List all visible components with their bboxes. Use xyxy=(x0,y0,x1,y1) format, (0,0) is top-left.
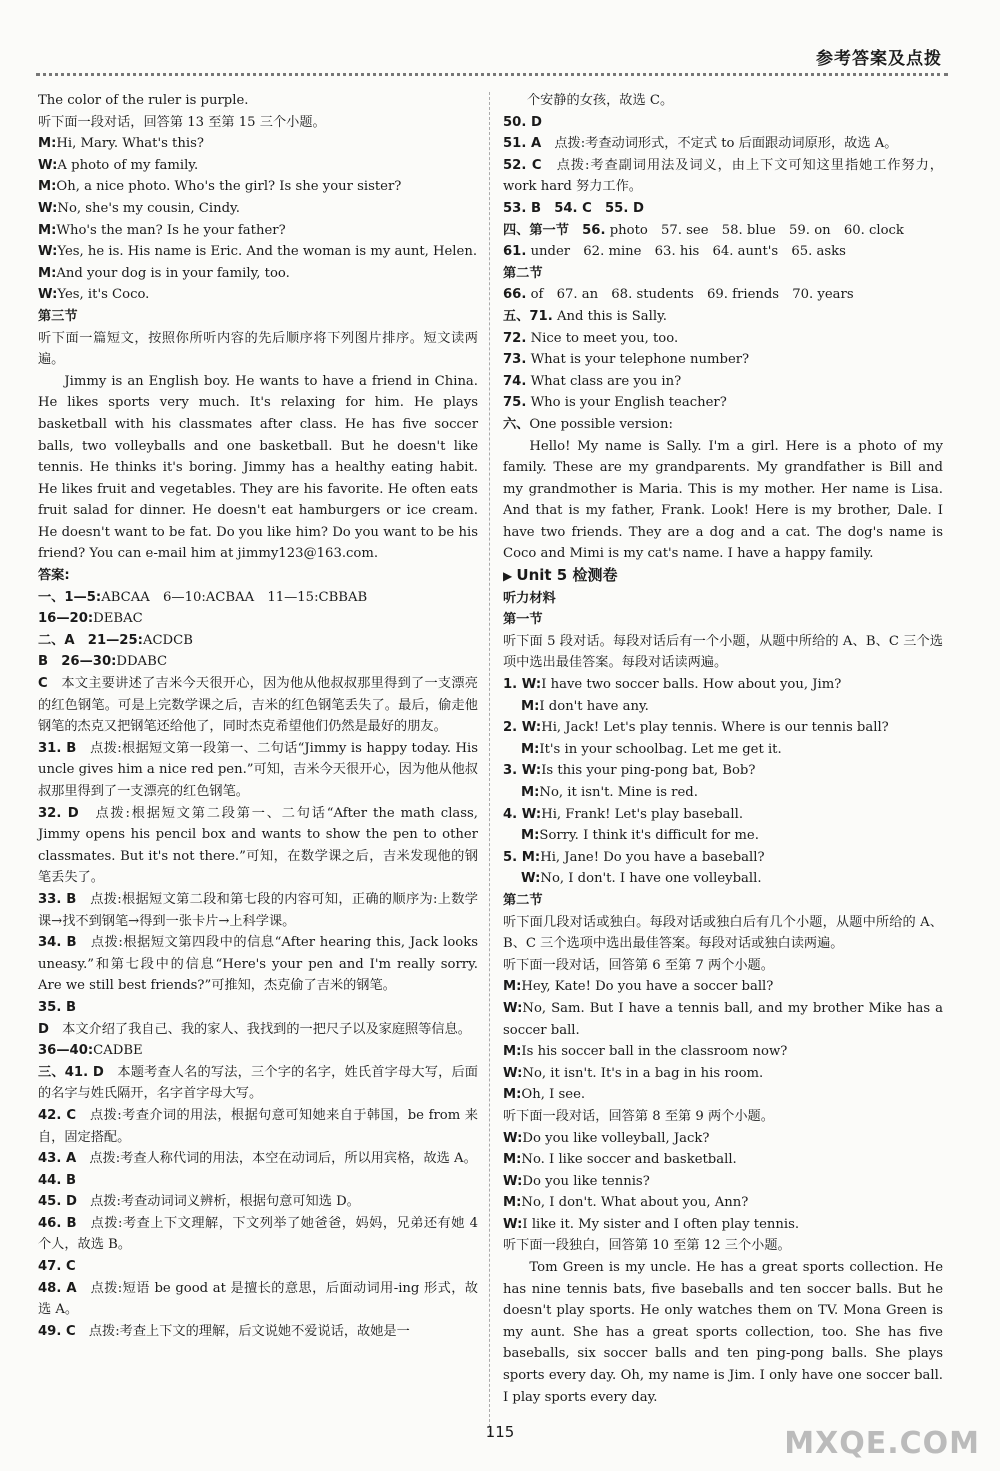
item-label: W: xyxy=(503,1130,523,1146)
text-line xyxy=(503,306,943,328)
text-line xyxy=(503,112,943,134)
item-text: 点拨:考查上下文理解，下文列举了她爸爸，妈妈，兄弟还有她 4 个人，故选 B。 xyxy=(38,1215,478,1253)
item-text: 点拨:考查上下文的理解，后文说她不爱说话，故她是一 xyxy=(75,1323,410,1339)
section-heading: 听力材料 xyxy=(503,590,556,606)
item-label: 5. M: xyxy=(503,849,541,865)
text-line xyxy=(503,241,943,263)
text-line xyxy=(38,1256,478,1278)
item-text: No, it isn't. It's in a bag in his room. xyxy=(522,1065,764,1081)
text-line xyxy=(503,955,943,977)
item-text: Sorry. I think it's difficult for me. xyxy=(539,828,759,844)
right-column xyxy=(503,90,943,1408)
item-text: of 67. an 68. students 69. friends 70. years xyxy=(526,287,854,303)
text-line xyxy=(38,1040,478,1062)
text-line xyxy=(38,587,478,609)
item-label: 2. W: xyxy=(503,720,542,736)
text-line xyxy=(503,825,943,847)
text-line xyxy=(503,696,943,718)
item-text: No. I like soccer and basketball. xyxy=(521,1152,737,1168)
text-line xyxy=(503,1084,943,1106)
speaker-label: M: xyxy=(521,741,540,757)
item-label: M: xyxy=(38,136,57,152)
item-text: Nice to meet you, too. xyxy=(526,330,679,346)
item-label: 3. W: xyxy=(503,763,542,779)
item-text: No, she's my cousin, Cindy. xyxy=(57,200,240,216)
paragraph: Hello! My name is Sally. I'm a girl. Here is a photo of my family. These are my grandparents. My grandfather is Bill and my grandmother is Maria. This is my mother. Her name is Lisa. And that is my father, Frank. Look! Here is my brother, Dale. I have two friends. They are a dog and a cat. The dog's name is Coco and Mimi is my cat's name. I have a happy family. xyxy=(503,438,943,562)
speaker-label: W: xyxy=(521,871,541,887)
item-text: photo 57. see 58. blue 59. on 60. clock xyxy=(605,222,904,238)
text-line xyxy=(38,630,478,652)
speaker-label: M: xyxy=(521,828,540,844)
item-label: 48. A xyxy=(38,1280,77,1296)
section-heading: 第一节 xyxy=(503,612,543,628)
item-text: 点拨:根据短文第二段第一、二句话“After the math class, Jimmy opens his pencil box and wants to show the pen to other classmates. But it's not there.”可知，在数学课之后，吉米发现他的钢笔丢失了。 xyxy=(38,805,478,886)
item-label: 49. C xyxy=(38,1323,76,1339)
text-line xyxy=(38,1105,478,1148)
text-line xyxy=(503,1128,943,1150)
column-divider xyxy=(489,92,490,1437)
item-label: C xyxy=(38,676,48,692)
item-text: Hi, Mary. What's this? xyxy=(56,136,204,152)
item-label: 72. xyxy=(503,330,527,346)
item-text: 点拨:考查动词形式，不定式 to 后面跟动词原形，故选 A。 xyxy=(541,136,898,152)
text-line xyxy=(503,220,943,242)
text-line xyxy=(503,847,943,869)
item-text: 听下面一段对话，回答第 13 至第 15 三个小题。 xyxy=(38,114,326,130)
item-text: I have two soccer balls. How about you, Jim? xyxy=(541,677,842,693)
item-text: One possible version: xyxy=(529,416,673,432)
text-line xyxy=(503,1063,943,1085)
item-label: 32. D xyxy=(38,805,79,821)
text-line xyxy=(503,198,943,220)
text-line xyxy=(503,328,943,350)
text-line xyxy=(38,176,478,198)
item-label: 50. D xyxy=(503,114,542,130)
text-line xyxy=(38,889,478,932)
item-text: Is this your ping-pong bat, Bob? xyxy=(541,763,756,779)
item-label: 五、71. xyxy=(503,308,553,324)
item-label: W: xyxy=(503,1173,523,1189)
item-label: 33. B xyxy=(38,891,77,907)
item-text: What class are you in? xyxy=(526,373,682,389)
item-label: 75. xyxy=(503,395,527,411)
text-line xyxy=(503,717,943,739)
text-line xyxy=(38,155,478,177)
item-label: 四、第一节 56. xyxy=(503,222,606,238)
text-line xyxy=(38,608,478,630)
item-label: M: xyxy=(503,1152,522,1168)
section-heading: 答案: xyxy=(38,568,70,584)
item-text: 听下面一段独白，回答第 10 至第 12 三个小题。 xyxy=(503,1238,791,1254)
item-text: 听下面一段对话，回答第 8 至第 9 两个小题。 xyxy=(503,1108,774,1124)
text-line xyxy=(38,738,478,803)
item-text: 点拨:根据短文第四段中的信息“After hearing this, Jack looks uneasy.”和第七段中的信息“Here's your pen and I'm really sorry. Are we still best friends?”可推知，杰克偷了吉米的钢笔。 xyxy=(38,935,478,994)
text-line xyxy=(503,1235,943,1257)
text-line xyxy=(503,392,943,414)
item-label: M: xyxy=(38,265,57,281)
item-text: Oh, I see. xyxy=(521,1087,586,1103)
text-line xyxy=(38,1170,478,1192)
item-text: ACDCB xyxy=(142,632,193,648)
item-text: No, I don't. I have one volleyball. xyxy=(540,871,762,887)
item-text: DEBAC xyxy=(93,611,143,627)
text-line xyxy=(38,220,478,242)
item-text: 本题考查人名的写法，三个字的名字，姓氏首字母大写，后面的名字与姓氏隔开，名字首字母大写。 xyxy=(38,1064,478,1102)
item-label: 31. B xyxy=(38,740,77,756)
item-label: M: xyxy=(38,222,57,238)
item-text: Yes, he is. His name is Eric. And the woman is my aunt, Helen. xyxy=(57,244,478,260)
item-text: Do you like volleyball, Jack? xyxy=(522,1130,710,1146)
section-heading: 第三节 xyxy=(38,308,78,324)
text-line xyxy=(38,651,478,673)
text-line xyxy=(38,997,478,1019)
text-line xyxy=(38,803,478,889)
text-line xyxy=(38,1062,478,1105)
item-text: under 62. mine 63. his 64. aunt's 65. asks xyxy=(526,244,846,260)
text-line xyxy=(503,674,943,696)
paragraph: Tom Green is my uncle. He has a great sports collection. He has nine tennis bats, five baseballs and ten soccer balls. But he doesn't play sports. He only watches them on TV. Mona Green is my aunt. She has a great sports collection, too. She has five baseballs, six soccer balls and ten ping-pong balls. She plays sports every day. Oh, my name is Jim. I only have one soccer ball. I play sports every day. xyxy=(503,1260,943,1405)
item-label: B 26—30: xyxy=(38,654,117,670)
text-line xyxy=(38,1148,478,1170)
item-text: 听下面几段对话或独白。每段对话或独白后有几个小题，从题中所给的 A、B、C 三个选项中选出最佳答案。每段对话或独白读两遍。 xyxy=(503,914,943,952)
item-label: 61. xyxy=(503,244,527,260)
item-text: Who's the man? Is he your father? xyxy=(56,222,286,238)
item-label: 47. C xyxy=(38,1259,76,1275)
text-line xyxy=(38,241,478,263)
text-line xyxy=(503,1041,943,1063)
item-label: W: xyxy=(38,157,58,173)
text-line xyxy=(503,998,943,1041)
left-column xyxy=(38,90,478,1342)
item-text: I like it. My sister and I often play tennis. xyxy=(522,1216,800,1232)
text-line xyxy=(503,414,943,436)
text-line xyxy=(503,284,943,306)
item-text: 点拨:考查介词的用法，根据句意可知她来自于韩国，be from 来自，固定搭配。 xyxy=(38,1107,478,1145)
item-label: 三、41. D xyxy=(38,1064,104,1080)
text-line xyxy=(503,631,943,674)
item-label: 34. B xyxy=(38,935,77,951)
item-text: CADBE xyxy=(93,1043,143,1059)
speaker-label: M: xyxy=(521,698,540,714)
text-line xyxy=(503,1192,943,1214)
item-text: DDABC xyxy=(116,654,168,670)
text-line xyxy=(38,284,478,306)
item-text: ABCAA 6—10:ACBAA 11—15:CBBAB xyxy=(101,589,368,605)
item-label: 36—40: xyxy=(38,1043,94,1059)
item-label: 43. A xyxy=(38,1151,77,1167)
item-text: A photo of my family. xyxy=(57,157,199,173)
item-label: W: xyxy=(503,1216,523,1232)
item-label: W: xyxy=(38,287,58,303)
text-line xyxy=(503,1171,943,1193)
item-text: And this is Sally. xyxy=(552,308,667,324)
text-line xyxy=(503,349,943,371)
page-number: 115 xyxy=(485,1423,515,1441)
item-label: 45. D xyxy=(38,1194,77,1210)
item-text: No, it isn't. Mine is red. xyxy=(539,785,698,800)
item-label: 53. B 54. C 55. D xyxy=(503,200,644,216)
text-line xyxy=(503,133,943,155)
item-label: D xyxy=(38,1021,49,1037)
item-text: The color of the ruler is purple. xyxy=(38,93,249,108)
item-label: W: xyxy=(38,200,58,216)
item-text: I don't have any. xyxy=(539,698,649,714)
item-label: 46. B xyxy=(38,1215,77,1231)
item-text: 点拨:考查副词用法及词义，由上下文可知这里指她工作努力，work hard 努力工作。 xyxy=(503,157,943,195)
text-line xyxy=(503,1214,943,1236)
speaker-label: M: xyxy=(521,785,540,800)
text-line xyxy=(503,804,943,826)
item-label: 16—20: xyxy=(38,611,94,627)
item-text: 点拨:根据短文第一段第一、二句话“Jimmy is happy today. His uncle gives him a nice red pen.”可知，吉米今天很开心，因为他从他叔叔那里得到了一支漂亮的红色钢笔。 xyxy=(38,740,478,799)
text-line xyxy=(38,673,478,738)
item-text: 点拨:根据短文第二段和第七段的内容可知，正确的顺序为:上数学课→找不到钢笔→得到一张卡片→上科学课。 xyxy=(38,891,478,929)
item-label: M: xyxy=(503,1087,522,1103)
text-line xyxy=(503,1149,943,1171)
item-text: Hi, Jane! Do you have a baseball? xyxy=(540,849,765,865)
item-text: Hi, Jack! Let's play tennis. Where is our tennis ball? xyxy=(541,720,889,736)
item-text: Yes, it's Coco. xyxy=(57,287,150,303)
item-label: W: xyxy=(503,1065,523,1081)
text-line xyxy=(38,1321,478,1343)
item-text: Hi, Frank! Let's play baseball. xyxy=(541,806,744,822)
text-line xyxy=(503,371,943,393)
item-label: 二、A 21—25: xyxy=(38,632,143,648)
item-label: 1. W: xyxy=(503,677,542,693)
item-text: What is your telephone number? xyxy=(526,352,750,368)
text-line xyxy=(38,932,478,997)
text-line xyxy=(38,1191,478,1213)
text-line xyxy=(38,133,478,155)
item-label: 73. xyxy=(503,352,527,368)
text-line xyxy=(38,263,478,285)
text-line: 个安静的女孩，故选 C。 xyxy=(527,93,674,108)
item-text: Who is your English teacher? xyxy=(526,395,727,411)
text-line xyxy=(503,155,943,198)
header-rule xyxy=(36,73,948,76)
text-line xyxy=(38,1019,478,1041)
text-line xyxy=(38,328,478,371)
item-text: 点拨:考查人称代词的用法，本空在动词后，所以用宾格，故选 A。 xyxy=(76,1151,477,1167)
text-line xyxy=(38,112,478,134)
item-text: And your dog is in your family, too. xyxy=(56,265,290,281)
text-line xyxy=(38,1213,478,1256)
text-line xyxy=(503,868,943,890)
section-heading: 第二节 xyxy=(503,892,543,908)
item-text: 点拨:考查动词词义辨析，根据句意可知选 D。 xyxy=(76,1194,360,1210)
section-heading: 第二节 xyxy=(503,265,543,281)
text-line xyxy=(38,198,478,220)
text-line xyxy=(503,760,943,782)
item-label: 一、1—5: xyxy=(38,589,102,605)
item-text: No, I don't. What about you, Ann? xyxy=(521,1195,749,1211)
item-label: W: xyxy=(38,244,58,260)
text-line xyxy=(503,1106,943,1128)
item-label: 4. W: xyxy=(503,806,542,822)
item-label: 35. B xyxy=(38,999,77,1015)
text-line xyxy=(38,90,478,112)
item-label: M: xyxy=(503,1195,522,1211)
running-header: 参考答案及点拨 xyxy=(816,49,942,69)
item-label: M: xyxy=(38,179,57,195)
item-text: No, Sam. But I have a tennis ball, and my brother Mike has a soccer ball. xyxy=(503,1000,943,1038)
item-label: 52. C xyxy=(503,157,542,173)
item-text: 听下面一段对话，回答第 6 至第 7 两个小题。 xyxy=(503,957,774,973)
item-text: Oh, a nice photo. Who's the girl? Is she your sister? xyxy=(56,179,402,195)
text-line xyxy=(38,1278,478,1321)
text-line xyxy=(503,976,943,998)
unit-title: Unit 5 检测卷 xyxy=(516,566,618,585)
item-label: W: xyxy=(503,1000,523,1016)
item-label: 六、 xyxy=(503,416,530,432)
item-label: M: xyxy=(503,1044,522,1060)
item-text: 本文介绍了我自己、我的家人、我找到的一把尺子以及家庭照等信息。 xyxy=(48,1021,471,1037)
item-text: 本文主要讲述了吉米今天很开心，因为他从他叔叔那里得到了一支漂亮的红色钢笔。可是上完数学课之后，吉米的红色钢笔丢失了。最后，偷走他钢笔的杰克又把钢笔还给他了，同时杰克希望他们仍然是最好的朋友。 xyxy=(38,676,478,735)
item-text: 听下面一篇短文，按照你所听内容的先后顺序将下列图片排序。短文读两遍。 xyxy=(38,330,478,368)
watermark: MXQE.COM xyxy=(784,1426,980,1461)
item-label: 44. B xyxy=(38,1172,77,1188)
item-text: 听下面 5 段对话。每段对话后有一个小题，从题中所给的 A、B、C 三个选项中选出最佳答案。每段对话读两遍。 xyxy=(503,633,943,671)
paragraph: Jimmy is an English boy. He wants to have a friend in China. He likes sports very much. It's relaxing for him. He plays basketball with his classmates after class. He has five soccer balls, two volleyballs and one basketball. But he doesn't like tennis. He thinks it's boring. Jimmy has a healthy eating habit. He likes fruit and vegetables. They are his favorite. He often eats fruit salad for dinner. He doesn't eat hamburgers or ice cream. He doesn't want to be fat. Do you like him? Do you want to be his friend? You can e-mail him at jimmy123@163.com. xyxy=(38,373,478,562)
item-text: Is his soccer ball in the classroom now? xyxy=(521,1044,788,1060)
item-text: Hey, Kate! Do you have a soccer ball? xyxy=(521,979,774,995)
item-label: 42. C xyxy=(38,1107,77,1123)
triangle-icon: ▶ xyxy=(503,569,517,584)
item-label: 66. xyxy=(503,287,527,303)
unit-heading xyxy=(503,565,943,588)
text-line xyxy=(503,739,943,761)
text-line xyxy=(503,782,943,804)
text-line xyxy=(503,912,943,955)
item-text: It's in your schoolbag. Let me get it. xyxy=(539,741,782,757)
item-text: 点拨:短语 be good at 是擅长的意思，后面动词用-ing 形式，故选 A。 xyxy=(38,1280,478,1318)
item-label: 74. xyxy=(503,373,527,389)
item-label: M: xyxy=(503,979,522,995)
item-label: 51. A xyxy=(503,136,542,152)
item-text: Do you like tennis? xyxy=(522,1173,650,1189)
